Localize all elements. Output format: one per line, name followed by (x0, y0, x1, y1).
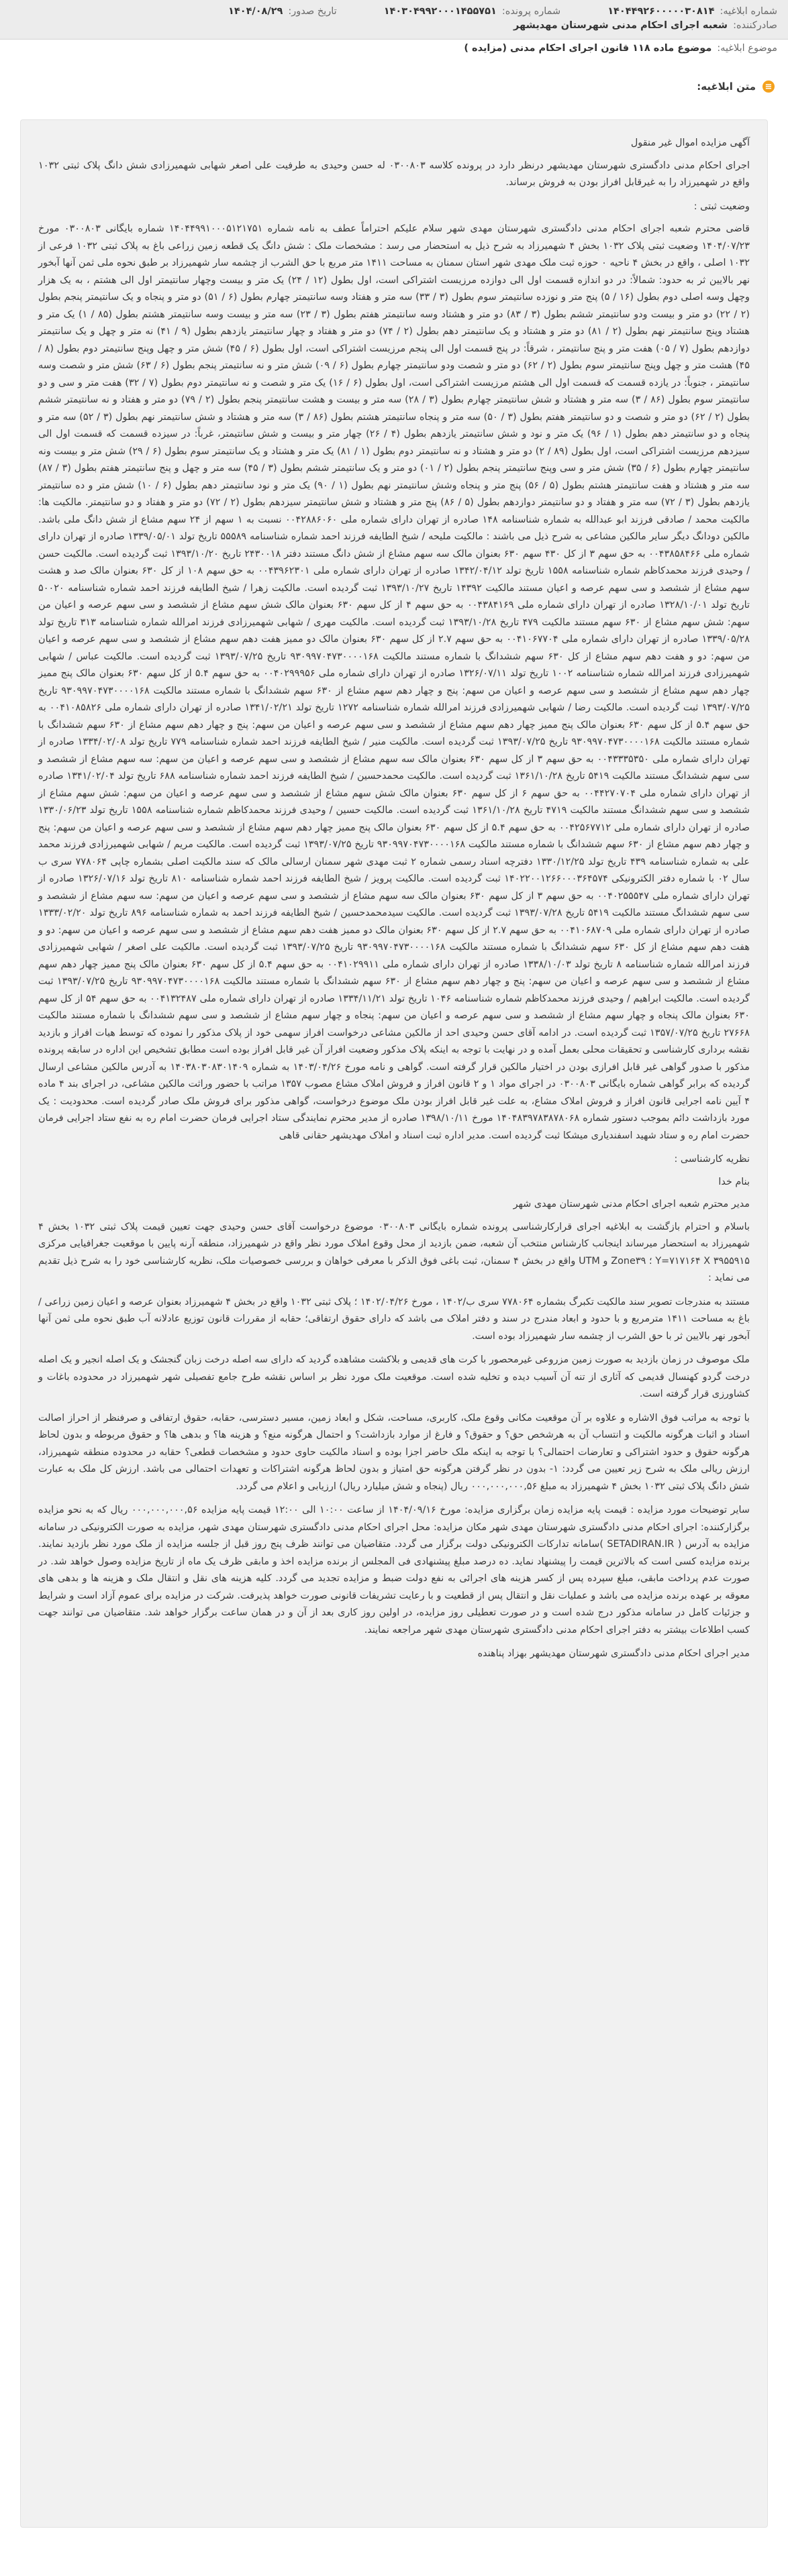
document-icon: ≡ (762, 80, 775, 93)
issuer-row (513, 20, 777, 31)
valuation-text: با توجه به مراتب فوق الاشاره و علاوه بر آن موقعیت مکانی وقوع ملک، کاربری، مساحت، شکل و ابعاد زمین، مسیر دسترسی، حقابه، حقوق ارتفاقی و صرفنظر از احراز اصالت اسناد و اثبات هرگونه مالکیت و انتساب آن به هرشخص حق؟ و حقوق؟ و فارغ از موارد بازداشت؟ و احتمال هرگونه منع؟ و هزینه ها؟ و بدهی ها؟ و حقوق مربوطه و بدون لحاظ هرگونه حقوق و حدود اشتراکی و تعارضات احتمالی؟ با توجه به اینکه ملک حاضر اجزا بوده و اسناد مالکیت حاوی حدود و مشخصات قطعی؟ حقابه در محدوده منطقه شهمیرزاد، ارزش ریالی ملک به شرح زیر تعیین می گردد: ۱- بدون در نظر گرفتن هرگونه حق امتیاز و بدون لحاظ هرگونه اشتراکات و تعهدات احتمالی می باشد. ارزش کل ملک به عبارت شش دانگ پلاک ثبتی ۱۰۳۲ بخش ۴ شهمیرزاد به مبلغ ۰۰۰,۰۰۰,۰۰۰,۵۶ ریال (پنجاه و شش میلیارد ریال) ارزیابی و اعلام می گردد. (38, 1412, 750, 1492)
subject-label: موضوع ابلاغیه: (717, 43, 777, 54)
issue-date-value: ۱۴۰۴/۰۸/۲۹ (228, 6, 283, 17)
case-number-value: ۱۴۰۳۰۴۹۹۲۰۰۰۱۴۵۵۷۵۱ (383, 6, 497, 17)
bismillah: بنام خدا (718, 1176, 750, 1187)
notice-number-field (607, 6, 777, 17)
issue-date-label: تاریخ صدور: (288, 6, 337, 17)
case-number-field (384, 6, 560, 17)
notice-header (0, 0, 788, 40)
deed-details: مستند به مندرجات تصویر سند مالکیت تکبرگ بشماره ۷۷۸۰۶۴ سری ب/۱۴۰۲ ، مورخ ۱۴۰۲/۰۴/۲۶ ؛ پلاک ثبتی ۱۰۳۲ واقع در بخش ۴ شهمیرزاد بعنوان عرصه و اعیان زمین زراعی / باغ به مساحت ۱۴۱۱ مترمربع و با حدود و ابعاد مندرج در سند و دفتر املاک می باشد که دارای حقوق ارتفاقی؛ حقابه از مقررات قانون توزیع عادلانه آب طبق نحوه ملی ثمن آنها آبخور نهر بالایین ثر با حق الشرب از چشمه سار شهمیرزاد بوده است. (38, 1296, 750, 1342)
auction-terms: سایر توضیحات مورد مزایده : قیمت پایه مزایده زمان برگزاری مزایده: مورخ ۱۴۰۴/۰۹/۱۶ از ساعت ۱۰:۰۰ الی ۱۲:۰۰ قیمت پایه مزایده ۰۰۰,۰۰۰,۰۰۰,۵۶ ریال که به نحو مزایده برگزارکننده: اجرای احکام مدنی دادگستری شهرستان مهدی شهر مکان مزایده: محل اجرای احکام مدنی دادگستری شهرستان مهدی شهر، مزایده به صورت الکترونیکی در سامانه مزایده به آدرس ( SETADIRAN.IR )سامانه تدارکات الکترونیکی دولت برگزار می گردد. متقاضیان می توانند ظرف پنج روز قبل از جلسه مزایده از ملک مورد نظر بازدید نمایند. برنده مزایده کسی است که بالاترین قیمت را پیشنهاد نماید. ده درصد مبلغ پیشنهادی فی المجلس از برنده مزایده اخذ و مابقی ظرف یک ماه از تاریخ مزایده وصول خواهد شد. در صورت عدم پرداخت مابقی، مبلغ سپرده پس از کسر هزینه های اجرائی به نفع دولت ضبط و مزایده تجدید می گردد. کلیه هزینه های نقل و انتقال ملک و هزینه ها و بدهی های معوقه بر عهده برنده مزایده می باشد و عملیات نقل و انتقال پس از قطعیت و با رعایت تشریفات قانونی صورت خواهد پذیرفت. شرکت در مزایده برای عموم آزاد است و شرایط و جزئیات کامل در سامانه مذکور درج شده است و در صورت تعطیلی روز مزایده، در اولین روز کاری بعد از آن و در همان ساعت برگزار خواهد شد. متقاضیان می توانند جهت کسب اطلاعات بیشتر به دفتر اجرای احکام مدنی دادگستری شهرستان مهدی شهر مراجعه نمایند. (38, 1505, 750, 1635)
registration-status-heading: وضعیت ثبتی : (693, 201, 750, 212)
notice-number-value: ۱۴۰۴۴۹۲۶۰۰۰۰۰۳۰۸۱۴ (607, 6, 715, 17)
issue-date-field (228, 6, 337, 17)
issuer-value: شعبه اجرای احکام مدنی شهرستان مهدیشهر (513, 20, 728, 31)
issuer-label: صادرکننده: (733, 20, 777, 31)
case-number-label: شماره پرونده: (501, 6, 561, 17)
addressee: مدیر محترم شعبه اجرای احکام مدنی شهرستان مهدی شهر (513, 1199, 750, 1210)
subject-row (464, 43, 777, 54)
section-title-text: متن ابلاغیه: (697, 80, 756, 93)
registration-status-text: قاضی محترم شعبه اجرای احکام مدنی دادگستری شهرستان مهدی شهر سلام علیکم احتراماً عطف به نامه شماره ۱۴۰۴۴۹۹۱۰۰۰۵۱۲۱۷۵۱ شماره بایگانی ۰۳۰۰۸۰۳ مورخ ۱۴۰۴/۰۷/۲۳ وضعیت ثبتی پلاک ۱۰۳۲ بخش ۴ شهمیرزاد به شرح ذیل به استحضار می رسد : مشخصات ملک : شش دانگ یک قطعه زمین زراعی باغ به پلاک ثبتی ۱۰۳۲ فرعی از ۱۰۳۲ اصلی ، واقع در بخش ۴ ناحیه ۰ حوزه ثبت ملک مهدی شهر استان سمنان به مساحت ۱۴۱۱ متر مربع با حق الشرب از چشمه سار شهمیرزاد بر طبق نحوه ملی ثمن آنها آبخور نهر بالایین ثر به حدود: شمالاً: در دو اندازه قسمت اول الی دوازده مرزیست اشتراکی است، اول بطول (۱۲ / ۲۴) یک متر و بیست وچهار سانتیمتر اول الی هشتم ، به یک هزار وچهل وسه اصلی دوم بطول (۱۶ / ۵) پنج متر و نوزده سانتیمتر سوم بطول (۳ / ۳۳) سه متر و هفتاد وسه سانتیمتر چهارم بطول (۶ / ۵۱) دو متر و پنجاه و یک سانتیمتر پنجم بطول (۲ / ۲۲) دو متر و بیست ودو سانتیمتر ششم بطول (۳ / ۸۳) دو متر و هشتاد وسه سانتیمتر هفتم بطول (۳ / ۲۳) سه متر و بیست وسه سانتیمتر هشتم بطول (۸۵ / ۱) یک متر و هشتاد وپنج سانتیمتر نهم بطول (۲ / ۸۱) دو متر و هشتاد و یک سانتیمتر دهم بطول (۲ / ۷۴) دو متر و هفتاد و چهار سانتیمتر یازدهم بطول (۹ / ۴۱) نه متر و چهل و یک سانتیمتر دوازدهم بطول (۷ / ۰۵) هفت متر و پنج سانتیمتر ، شرقاً: در پنج قسمت اول الی پنجم مرزیست اشتراکی است، اول بطول (۶ / ۴۵) شش متر و چهل وپنج سانتیمتر دوم بطول (۸ / ۴۵) هشت متر و چهل وپنج سانتیمتر سوم بطول (۲ / ۶۲) دو متر و شصت ودو سانتیمتر چهارم بطول (۶ / ۰۹) شش متر و نه سانتیمتر پنجم بطول (۶ / ۶۳) شش متر و شصت وسه سانتیمتر ، جنوباً: در یازده قسمت که قسمت اول الی هشتم مرزیست اشتراکی است، اول بطول (۶ / ۱۶) یک متر و شصت و نه سانتیمتر دوم بطول (۷ / ۳۲) هفت متر و سی و دو سانتیمتر سوم بطول (۸۶ / ۳) سه متر و هشتاد و شش سانتیمتر چهارم بطول (۳ / ۲۸) سه متر و بیست و هشت سانتیمتر پنجم بطول (۲ / ۷۹) دو متر و هفتاد و نه سانتیمتر ششم بطول (۲ / ۶۲) دو متر و شصت و دو سانتیمتر هفتم بطول (۳ / ۵۰) سه متر و پنجاه سانتیمتر هشتم بطول (۸۶ / ۳) سه متر و هشتاد و شش سانتیمتر نهم بطول (۳ / ۵۲) سه متر و پنجاه و دو سانتیمتر دهم بطول (۱ / ۹۶) یک متر و نود و شش سانتیمتر یازدهم بطول (۴ / ۲۶) چهار متر و بیست و شش سانتیمتر، غرباً: در سیزده قسمت که قسمت اول الی سیزدهم مرزیست اشتراکی است، اول بطول (۸۹ / ۲) دو متر و هشتاد و نه سانتیمتر دوم بطول (۱ / ۸۱) یک متر و هشتاد و یک سانتیمتر سوم بطول (۶ / ۲۹) شش متر و بیست ونه سانتیمتر چهارم بطول (۶ / ۳۵) شش متر و سی وپنج سانتیمتر پنجم بطول (۲ / ۰۱) دو متر و یک سانتیمتر ششم بطول (۳ / ۴۵) سه متر و چهل و پنج سانتیمتر هفتم بطول (۳ / ۸۷) سه متر و هشتاد و هفت سانتیمتر هشتم بطول (۵ / ۵۶) پنج متر و پنجاه وشش سانتیمتر نهم بطول (۱ / ۹۰) یک متر و نود سانتیمتر دهم بطول (۶ / ۱۰) شش متر و ده سانتیمتر یازدهم بطول (۳ / ۷۲) سه متر و هفتاد و دو سانتیمتر دوازدهم بطول (۵ / ۸۶) پنج متر و هشتاد و شش سانتیمتر سیزدهم بطول (۲ / ۷۲) دو متر و هفتاد و دو سانتیمتر. مالکیت ها: مالکیت محمد / صادقی فرزند ابو عبدالله به شماره شناسنامه ۱۴۸ صادره از تهران دارای شماره ملی ۰۰۴۲۸۸۶۰۶۰ نسبت به ۱ سهم از ۲۴ سهم مشاع از شش دانگ ملی باشد. مالکین دودانگ دیگر سایر مالکین مشاعی به شرح ذیل می باشند : مالکیت ملیحه / شیخ الطایفه فرزند احمد شماره شناسنامه ۵۵۵۸۹ تاریخ تولد ۱۳۳۹/۰۵/۰۱ صادره از تهران دارای شماره ملی ۰۰۴۳۸۵۸۴۶۶ به حق سهم ۳ از کل ۴۳۰ سهم ۶۳۰ بعنوان مالک سه سهم مشاع از شش دانگ مستند دفتر ۲۴۳۰۰۱۸ تاریخ ۱۳۹۳/۱۰/۲۰ ثبت گردیده است. مالکیت حسن / وحیدی فرزند محمدکاظم شماره شناسنامه ۱۵۵۸ تاریخ تولد ۱۳۴۲/۰۴/۱۲ صادره از تهران دارای شماره ملی ۰۰۴۳۹۶۲۳۰۱ به حق سهم ۱۰۸ از کل ۶۳۰ بعنوان مالک صد و هشت سهم مشاع از ششصد و سی سهم عرصه و اعیان مستند مالکیت ۱۴۳۹۲ تاریخ ۱۳۹۳/۱۰/۲۷ ثبت گردیده است. مالکیت زهرا / شیخ الطایفه فرزند احمد شماره شناسنامه ۵۰۰۲۰ تاریخ تولد ۱۳۲۸/۱۰/۰۱ صادره از تهران دارای شماره ملی ۰۰۴۳۸۴۱۶۹ به حق سهم ۴ از کل سهم ۶۳۰ بعنوان مالک شش سهم مشاع از ششصد و سی سهم عرصه و اعیان من سهم: شش سهم مشاع از ۶۳۰ سهم مستند مالکیت ۴۷۹ تاریخ ۱۳۹۳/۱۰/۲۸ ثبت گردیده است. مالکیت مهری / شهابی شهمیرزادی فرزند امرالله شماره شناسنامه ۳۱۳ تاریخ تولد ۱۳۳۹/۰۵/۲۸ صادره از تهران دارای شماره ملی ۰۰۴۱۰۶۷۷۰۴ به حق سهم ۲.۷ از کل سهم ۶۳۰ بعنوان مالک دو ممیز هفت دهم سهم مشاع از ششصد و سی سهم عرصه و اعیان من سهم: دو و هفت دهم سهم مشاع از کل ۶۳۰ سهم ششدانگ با شماره مستند مالکیت ۹۳۰۹۹۷۰۴۷۳۰۰۰۰۱۶۸ تاریخ ۱۳۹۳/۰۷/۲۵ ثبت گردیده است. مالکیت عباس / شهابی شهمیرزادی فرزند امرالله شماره شناسنامه ۱۰۰۲ تاریخ تولد ۱۳۲۶/۰۷/۱۱ صادره از تهران دارای شماره ملی ۰۰۴۰۲۹۹۹۵۶ به حق سهم ۵.۴ از کل سهم ۶۳۰ بعنوان مالک پنج ممیز چهار دهم سهم مشاع از ششصد و سی سهم عرصه و اعیان من سهم: پنج و چهار دهم سهم مشاع از ۶۳۰ سهم ششدانگ با شماره مستند مالکیت ۹۳۰۹۹۷۰۴۷۳۰۰۰۰۱۶۸ تاریخ ۱۳۹۳/۰۷/۲۵ ثبت گردیده است. مالکیت رضا / شهابی شهمیرزادی فرزند امرالله شماره شناسنامه ۱۲۷۲ تاریخ تولد ۱۳۴۱/۰۲/۲۱ صادره از تهران دارای شماره ملی ۰۰۴۱۰۸۵۸۲۶ به حق سهم ۵.۴ از کل سهم ۶۳۰ بعنوان مالک پنج ممیز چهار دهم سهم مشاع از ششصد و سی سهم عرصه و اعیان من سهم: پنج و چهار دهم سهم مشاع از ۶۳۰ سهم ششدانگ با شماره مستند مالکیت ۹۳۰۹۹۷۰۴۷۳۰۰۰۰۱۶۸ تاریخ ۱۳۹۳/۰۷/۲۵ ثبت گردیده است. مالکیت منیر / شیخ الطایفه فرزند احمد شماره شناسنامه ۷۷۹ تاریخ تولد ۱۳۳۴/۰۲/۰۸ صادره از تهران دارای شماره ملی ۰۰۴۳۳۳۵۳۵۰ به حق سهم ۳ از کل سهم ۶۳۰ بعنوان مالک سه سهم مشاع از ششصد و سی سهم عرصه و اعیان من سهم: سه سهم مشاع از ششصد و سی سهم ششدانگ مستند مالکیت ۵۴۱۹ تاریخ ۱۳۶۱/۱۰/۲۸ ثبت گردیده است. مالکیت محمدحسین / شیخ الطایفه فرزند احمد شماره شناسنامه ۶۸۸ تاریخ تولد ۱۳۴۱/۰۲/۰۴ صادره از تهران دارای شماره ملی ۰۰۴۴۲۷۰۷۰۴ به حق سهم ۶ از کل سهم ۶۳۰ بعنوان مالک شش سهم مشاع از ششصد و سی سهم عرصه و اعیان من سهم: شش سهم مشاع از ششصد و سی سهم ششدانگ مستند مالکیت ۴۷۱۹ تاریخ ۱۳۶۱/۱۰/۲۸ ثبت گردیده است. مالکیت حسین / وحیدی فرزند محمدکاظم شماره شناسنامه ۱۵۵۸ تاریخ تولد ۱۳۳۰/۰۶/۲۳ صادره از تهران دارای شماره ملی ۰۰۴۲۵۶۷۷۱۲ به حق سهم ۵.۴ از کل سهم ۶۳۰ بعنوان مالک پنج ممیز چهار دهم سهم مشاع از ششصد و سی سهم عرصه و اعیان من سهم: پنج و چهار دهم سهم مشاع از ۶۳۰ سهم ششدانگ با شماره مستند مالکیت ۹۳۰۹۹۷۰۴۷۳۰۰۰۰۱۶۸ تاریخ ۱۳۹۳/۰۷/۲۵ ثبت گردیده است. مالکیت مریم / شهابی شهمیرزادی فرزند محمد علی به شماره شناسنامه ۴۳۹ تاریخ تولد ۱۳۳۰/۱۲/۲۵ دفترچه اسناد رسمی شماره ۲ ثبت مهدی شهر سمنان ارسالی مالک که سند مالکیت اصلی بشماره چاپی ۷۷۸۰۶۴ سری ب سال ۰۲ با شماره دفتر الکترونیکی ۱۴۰۲۲۰۰۱۲۶۶۰۰۰۳۶۴۵۷۴ ثبت گردیده است. مالکیت پرویز / شیخ الطایفه فرزند احمد شماره شناسنامه ۸۱۰ تاریخ تولد ۱۳۲۶/۰۷/۱۶ صادره از تهران دارای شماره ملی ۰۰۴۰۲۵۵۵۴۷ به حق سهم ۳ از کل سهم ۶۳۰ بعنوان مالک سه سهم مشاع از ششصد و سی سهم عرصه و اعیان من سهم: سه سهم مشاع از ششصد و سی سهم ششدانگ مستند مالکیت ۵۴۱۹ تاریخ ۱۳۹۳/۰۷/۲۸ ثبت گردیده است. مالکیت سیدمحمدحسین / شیخ الطایفه فرزند احمد به شماره شناسنامه ۸۹۶ تاریخ تولد ۱۳۳۳/۰۲/۲۰ صادره از تهران دارای شماره ملی ۰۰۴۱۰۶۸۷۰۹ به حق سهم ۲.۷ از کل سهم ۶۳۰ بعنوان مالک دو ممیز هفت دهم سهم مشاع از ششصد و سی سهم عرصه و اعیان من سهم: دو و هفت دهم سهم مشاع از کل ۶۳۰ سهم ششدانگ با شماره مستند مالکیت ۹۳۰۹۹۷۰۴۷۳۰۰۰۰۱۶۸ تاریخ ۱۳۹۳/۰۷/۲۵ ثبت گردیده است. مالکیت علی اصغر / شهابی شهمیرزادی فرزند امرالله شماره شناسنامه ۸ تاریخ تولد ۱۳۳۸/۱۰/۰۳ صادره از تهران دارای شماره ملی ۰۰۴۱۰۲۹۹۱۱ به حق سهم ۵.۴ از کل سهم ۶۳۰ بعنوان مالک پنج ممیز چهار دهم سهم مشاع از ششصد و سی سهم عرصه و اعیان من سهم: پنج و چهار دهم سهم مشاع از ۶۳۰ سهم ششدانگ با شماره مستند مالکیت ۹۳۰۹۹۷۰۴۷۳۰۰۰۰۱۶۸ تاریخ ۱۳۹۳/۰۷/۲۵ ثبت گردیده است. مالکیت ابراهیم / وحیدی فرزند محمدکاظم شماره شناسنامه ۱۰۴۶ تاریخ تولد ۱۳۳۴/۱۱/۲۱ صادره از تهران دارای شماره ملی ۰۰۴۱۳۲۴۸۷ به حق سهم ۵۴ از کل سهم ۶۳۰ بعنوان مالک پنجاه و چهار سهم مشاع از ششصد و سی سهم عرصه و اعیان من سهم: پنجاه و چهار سهم مشاع از ششصد و سی سهم ششدانگ با شماره مستند مالکیت ۲۷۶۶۸ تاریخ ۱۳۵۷/۰۷/۲۵ ثبت گردیده است. در ادامه آقای حسن وحیدی احد از مالکین مشاعی درخواست افراز سهمی خود از پلاک مذکور را نموده که توسط هیات افراز و بازدید نقشه برداری کارشناسی و تحقیقات محلی بعمل آمده و در نهایت با توجه به اینکه پلاک مذکور وضعیت افراز آن غیر قابل افراز بوده است مطابق تشخیص این اداره در سابقه پرونده مذکور با صدور گواهی غیر قابل افرازی بودن در اختیار مالکین قرار گرفته است. گواهی و نامه مورخ ۱۴۰۳/۰۴/۲۶ به شماره ۱۴۰۳۸۰۳۰۸۳۰۱۴۰۹ به آدرس مالکین مشاعی ارسال گردیده که برابر گواهی شماره بایگانی ۰۳۰۰۸۰۳ در اجرای مواد ۱ و ۲ قانون افراز و فروش املاک مشاع مصوب ۱۳۵۷ مراتب با حضور وراثت مالکین مشاعی، در اجرای بند ۴ ماده ۴ آیین نامه اجرایی قانون افراز و فروش املاک مشاع، به علت غیر قابل افراز بودن ملک موضوع درخواست، گواهی مذکور برای فروش ملک صادر گردیده است. محدودیت : یک مورد بازداشت دائم بموجب دستور شماره ۱۴۰۴۸۳۹۷۸۳۸۷۸۰۶۸ مورخ ۱۳۹۸/۱۰/۱۱ صادره از مدیر محترم نمایندگی ستاد اجرایی فرمان حضرت امام ره به نفع ستاد اجرایی فرمان حضرت امام ره و ستاد شهید اسفندیاری میشکا ثبت گردیده است. مدیر اداره ثبت اسناد و املاک مهدیشهر حقانی قاهی (38, 223, 750, 1141)
notice-number-label: شماره ابلاغیه: (720, 6, 777, 17)
notice-body-panel (20, 119, 768, 2528)
section-title (697, 80, 775, 93)
expert-intro: باسلام و احترام بازگشت به ابلاغیه اجرای قرارکارشناسی پرونده شماره بایگانی ۰۳۰۰۸۰۳ موضوع درخواست آقای حسن وحیدی جهت تعیین قیمت پلاک ثبتی ۱۰۳۲ بخش ۴ شهمیرزاد به استحضار میرساند اینجانب کارشناس منتخب آن شعبه، ضمن بازدید از محل وقوع املاک مورد نظر واقع در شهمیرزاد، منطقه آرنه پایین با موقعیت جغرافیایی مرکزی ۳۹۵۵۹۱۵ Y=۷۱۷۱۶۴ X ؛ Zone۳۹ و UTM واقع در بخش ۴ سمنان، ثبت باغی فوق الذکر با معرفی خواهان و بررسی خصوصیات ملک، نظریه کارشناسی خود را به شرح ذیل تقدیم می نماید : (38, 1221, 750, 1283)
expert-opinion-heading: نظریه کارشناسی : (674, 1154, 750, 1165)
subject-value: موضوع ماده ۱۱۸ قانون اجرای احکام مدنی (مزایده ) (464, 43, 712, 54)
auction-intro: اجرای احکام مدنی دادگستری شهرستان مهدیشهر درنظر دارد در پرونده کلاسه ۰۳۰۰۸۰۳ له حسن وحیدی به طرفیت علی اصغر شهابی شهمیرزادی شش دانگ پلاک ثبتی ۱۰۳۲ واقع در شهمیرزاد را به غیرقابل افراز بودن به فروش برساند. (38, 160, 750, 188)
header-meta-row (13, 6, 777, 17)
property-description: ملک موصوف در زمان بازدید به صورت زمین مزروعی غیرمحصور با کرت های قدیمی و بلاکشت مشاهده گردید که دارای سه اصله درخت زبان گنجشک و یک اصله انجیر و یک اصله درخت گردو کهنسال قدیمی که آثاری از تنه آن آسیب دیده و تخلیه شده است. موقعیت ملک مورد نظر بر اساس نقشه طرح جامع تفصیلی شهر شهمیرزاد در محدوده باغات و کشاورزی قرار گرفته است. (38, 1354, 750, 1399)
signature-line: مدیر اجرای احکام مدنی دادگستری شهرستان مهدیشهر بهزاد پناهنده (477, 1648, 750, 1659)
auction-heading: آگهی مزایده اموال غیر منقول (630, 138, 750, 148)
